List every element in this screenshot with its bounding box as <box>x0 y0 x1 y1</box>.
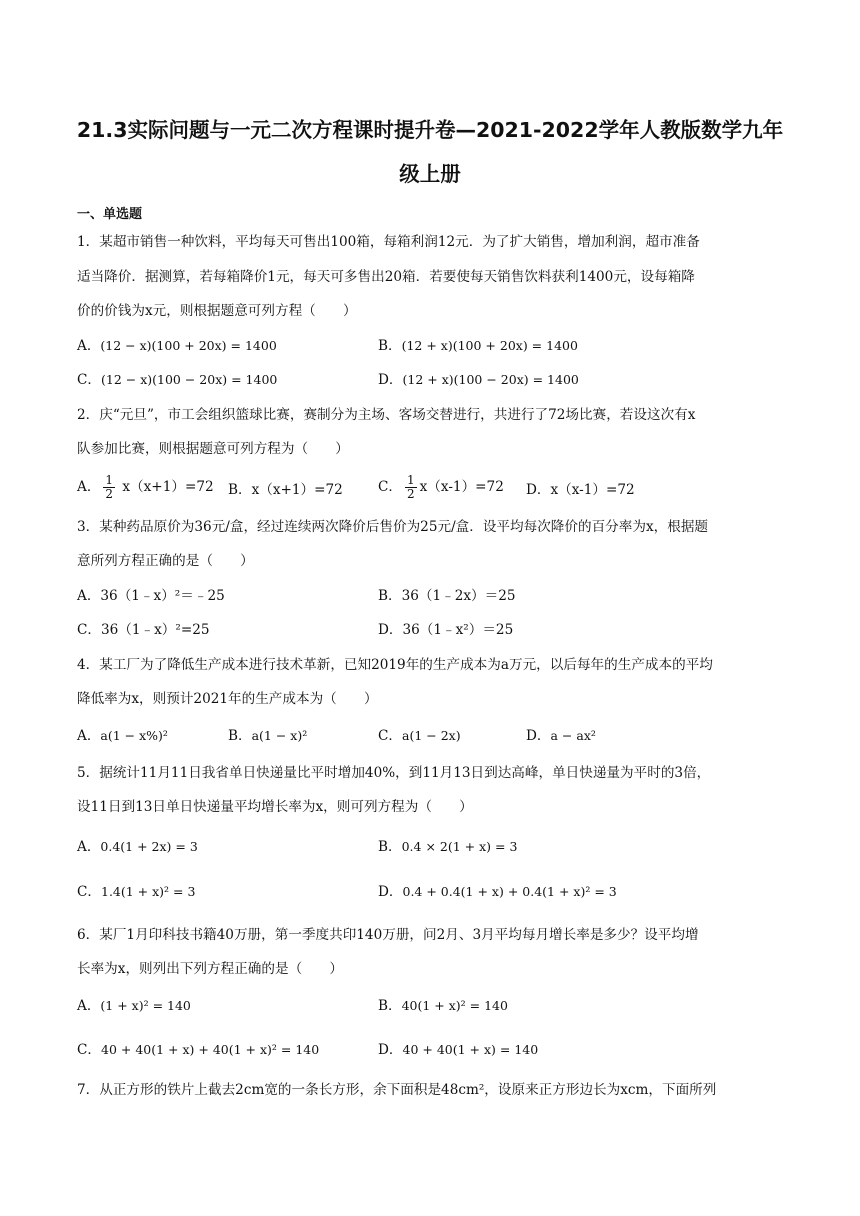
q6-stem-line: 6．某厂1月印科技书籍40万册，第一季度共印140万册，问2月、3月平均每月增长率是多少？设平均增 <box>77 927 699 943</box>
document-title-line1: 21.3实际问题与一元二次方程课时提升卷—2021-2022学年人教版数学九年 <box>76 118 784 142</box>
option-formula: (12 − x)(100 − 20x) = 1400 <box>101 372 278 387</box>
option-formula: (1 + x)² = 140 <box>100 998 191 1013</box>
q1-option-b <box>378 336 578 356</box>
option-formula: (12 + x)(100 − 20x) = 1400 <box>402 372 579 387</box>
q1-option-d <box>378 370 579 390</box>
q3-option-a: A．36（1﹣x）²＝﹣25 <box>77 588 225 604</box>
option-formula: 0.4(1 + 2x) = 3 <box>100 839 198 854</box>
q2-option-c <box>378 474 504 501</box>
option-label: A． <box>77 728 101 744</box>
q1-stem-line: 适当降价．据测算，若每箱降价1元，每天可多售出20箱．若要使每天销售饮料获利1400元，设每箱降 <box>77 269 695 285</box>
option-label: C． <box>77 884 101 900</box>
q2-stem-line: 2．庆“元旦”，市工会组织篮球比赛，赛制分为主场、客场交替进行，共进行了72场比赛，若设这次有x <box>77 407 696 423</box>
q4-option-d <box>526 726 596 746</box>
option-label: A． <box>77 998 101 1014</box>
fraction-numerator: 1 <box>407 473 415 487</box>
q3-option-d: D．36（1﹣x²）＝25 <box>378 622 514 638</box>
q6-option-a <box>77 996 191 1016</box>
option-label: C． <box>77 372 101 388</box>
option-label: D． <box>378 884 403 900</box>
q1-option-c <box>77 370 277 390</box>
option-label: C． <box>77 1042 101 1058</box>
q3-stem-line: 意所列方程正确的是（ ） <box>77 553 254 569</box>
option-label: B． <box>228 728 252 744</box>
option-formula: x（x-1）=72 <box>419 479 504 495</box>
option-formula: (12 + x)(100 + 20x) = 1400 <box>401 338 578 353</box>
fraction <box>405 474 417 501</box>
option-label: C． <box>378 479 402 495</box>
option-label: C． <box>378 728 402 744</box>
option-formula: 40 + 40(1 + x) = 140 <box>402 1042 539 1057</box>
option-formula: a(1 − 2x) <box>402 728 461 743</box>
q4-option-b <box>228 726 307 746</box>
q4-option-a <box>77 726 168 746</box>
q2-option-a <box>77 474 214 501</box>
option-formula: a(1 − x%)² <box>100 728 168 743</box>
option-label: D． <box>378 1042 403 1058</box>
option-label: B． <box>378 338 402 354</box>
option-formula: (12 − x)(100 + 20x) = 1400 <box>100 338 277 353</box>
q3-option-b: B．36（1﹣2x）＝25 <box>378 588 516 604</box>
option-formula: 0.4 × 2(1 + x) = 3 <box>401 839 518 854</box>
option-formula: 0.4 + 0.4(1 + x) + 0.4(1 + x)² = 3 <box>402 884 617 899</box>
q5-option-d <box>378 882 617 902</box>
q6-option-d <box>378 1040 538 1060</box>
option-label: A． <box>77 839 101 855</box>
document-title-line2: 级上册 <box>399 162 461 186</box>
q4-stem-line: 降低率为x，则预计2021年的生产成本为（ ） <box>77 691 378 707</box>
section-heading: 一、单选题 <box>77 207 143 222</box>
option-formula: a(1 − x)² <box>251 728 308 743</box>
fraction-denominator: 2 <box>407 487 415 501</box>
q5-stem-line: 5．据统计11月11日我省单日快递量比平时增加40%，到11月13日到达高峰，单日快递量为平时的3倍， <box>77 765 711 781</box>
option-formula: 1.4(1 + x)² = 3 <box>101 884 196 899</box>
q5-stem-line: 设11日到13日单日快递量平均增长率为x，则可列方程为（ ） <box>77 799 473 815</box>
q2-option-b: B．x（x+1）=72 <box>228 482 343 498</box>
q5-option-c <box>77 882 195 902</box>
q5-option-a <box>77 837 198 857</box>
q3-stem-line: 3．某种药品原价为36元/盒，经过连续两次降价后售价为25元/盒．设平均每次降价的百分率为x，根据题 <box>77 519 709 535</box>
option-label: D． <box>526 728 551 744</box>
q1-option-a <box>77 336 277 356</box>
option-label: A． <box>77 479 101 495</box>
q2-stem-line: 队参加比赛，则根据题意可列方程为（ ） <box>77 441 349 457</box>
q6-stem-line: 长率为x，则列出下列方程正确的是（ ） <box>77 961 343 977</box>
q1-stem-line: 1．某超市销售一种饮料，平均每天可售出100箱，每箱利润12元．为了扩大销售，增加利润，超市准备 <box>77 234 700 250</box>
q7-stem-line: 7．从正方形的铁片上截去2cm宽的一条长方形，余下面积是48cm²，设原来正方形边长为xcm，下面所列 <box>77 1082 717 1098</box>
fraction-denominator: 2 <box>105 487 114 501</box>
option-formula: 40(1 + x)² = 140 <box>401 998 508 1013</box>
option-formula: x（x+1）=72 <box>118 479 214 495</box>
option-label: D． <box>378 372 403 388</box>
fraction <box>103 474 115 501</box>
option-label: A． <box>77 338 101 354</box>
q3-option-c: C．36（1﹣x）²=25 <box>77 622 210 638</box>
option-label: B． <box>378 839 402 855</box>
q6-option-c <box>77 1040 319 1060</box>
q5-option-b <box>378 837 517 857</box>
fraction-numerator: 1 <box>105 473 114 487</box>
q1-stem-line: 价的价钱为x元，则根据题意可列方程（ ） <box>77 303 357 319</box>
option-formula: 40 + 40(1 + x) + 40(1 + x)² = 140 <box>101 1042 320 1057</box>
option-formula: a − ax² <box>550 728 596 743</box>
q2-option-d: D．x（x-1）=72 <box>526 482 635 498</box>
q6-option-b <box>378 996 508 1016</box>
option-label: B． <box>378 998 402 1014</box>
q4-option-c <box>378 726 461 746</box>
q4-stem-line: 4．某工厂为了降低生产成本进行技术革新，已知2019年的生产成本为a万元，以后每年的生产成本的平均 <box>77 657 713 673</box>
